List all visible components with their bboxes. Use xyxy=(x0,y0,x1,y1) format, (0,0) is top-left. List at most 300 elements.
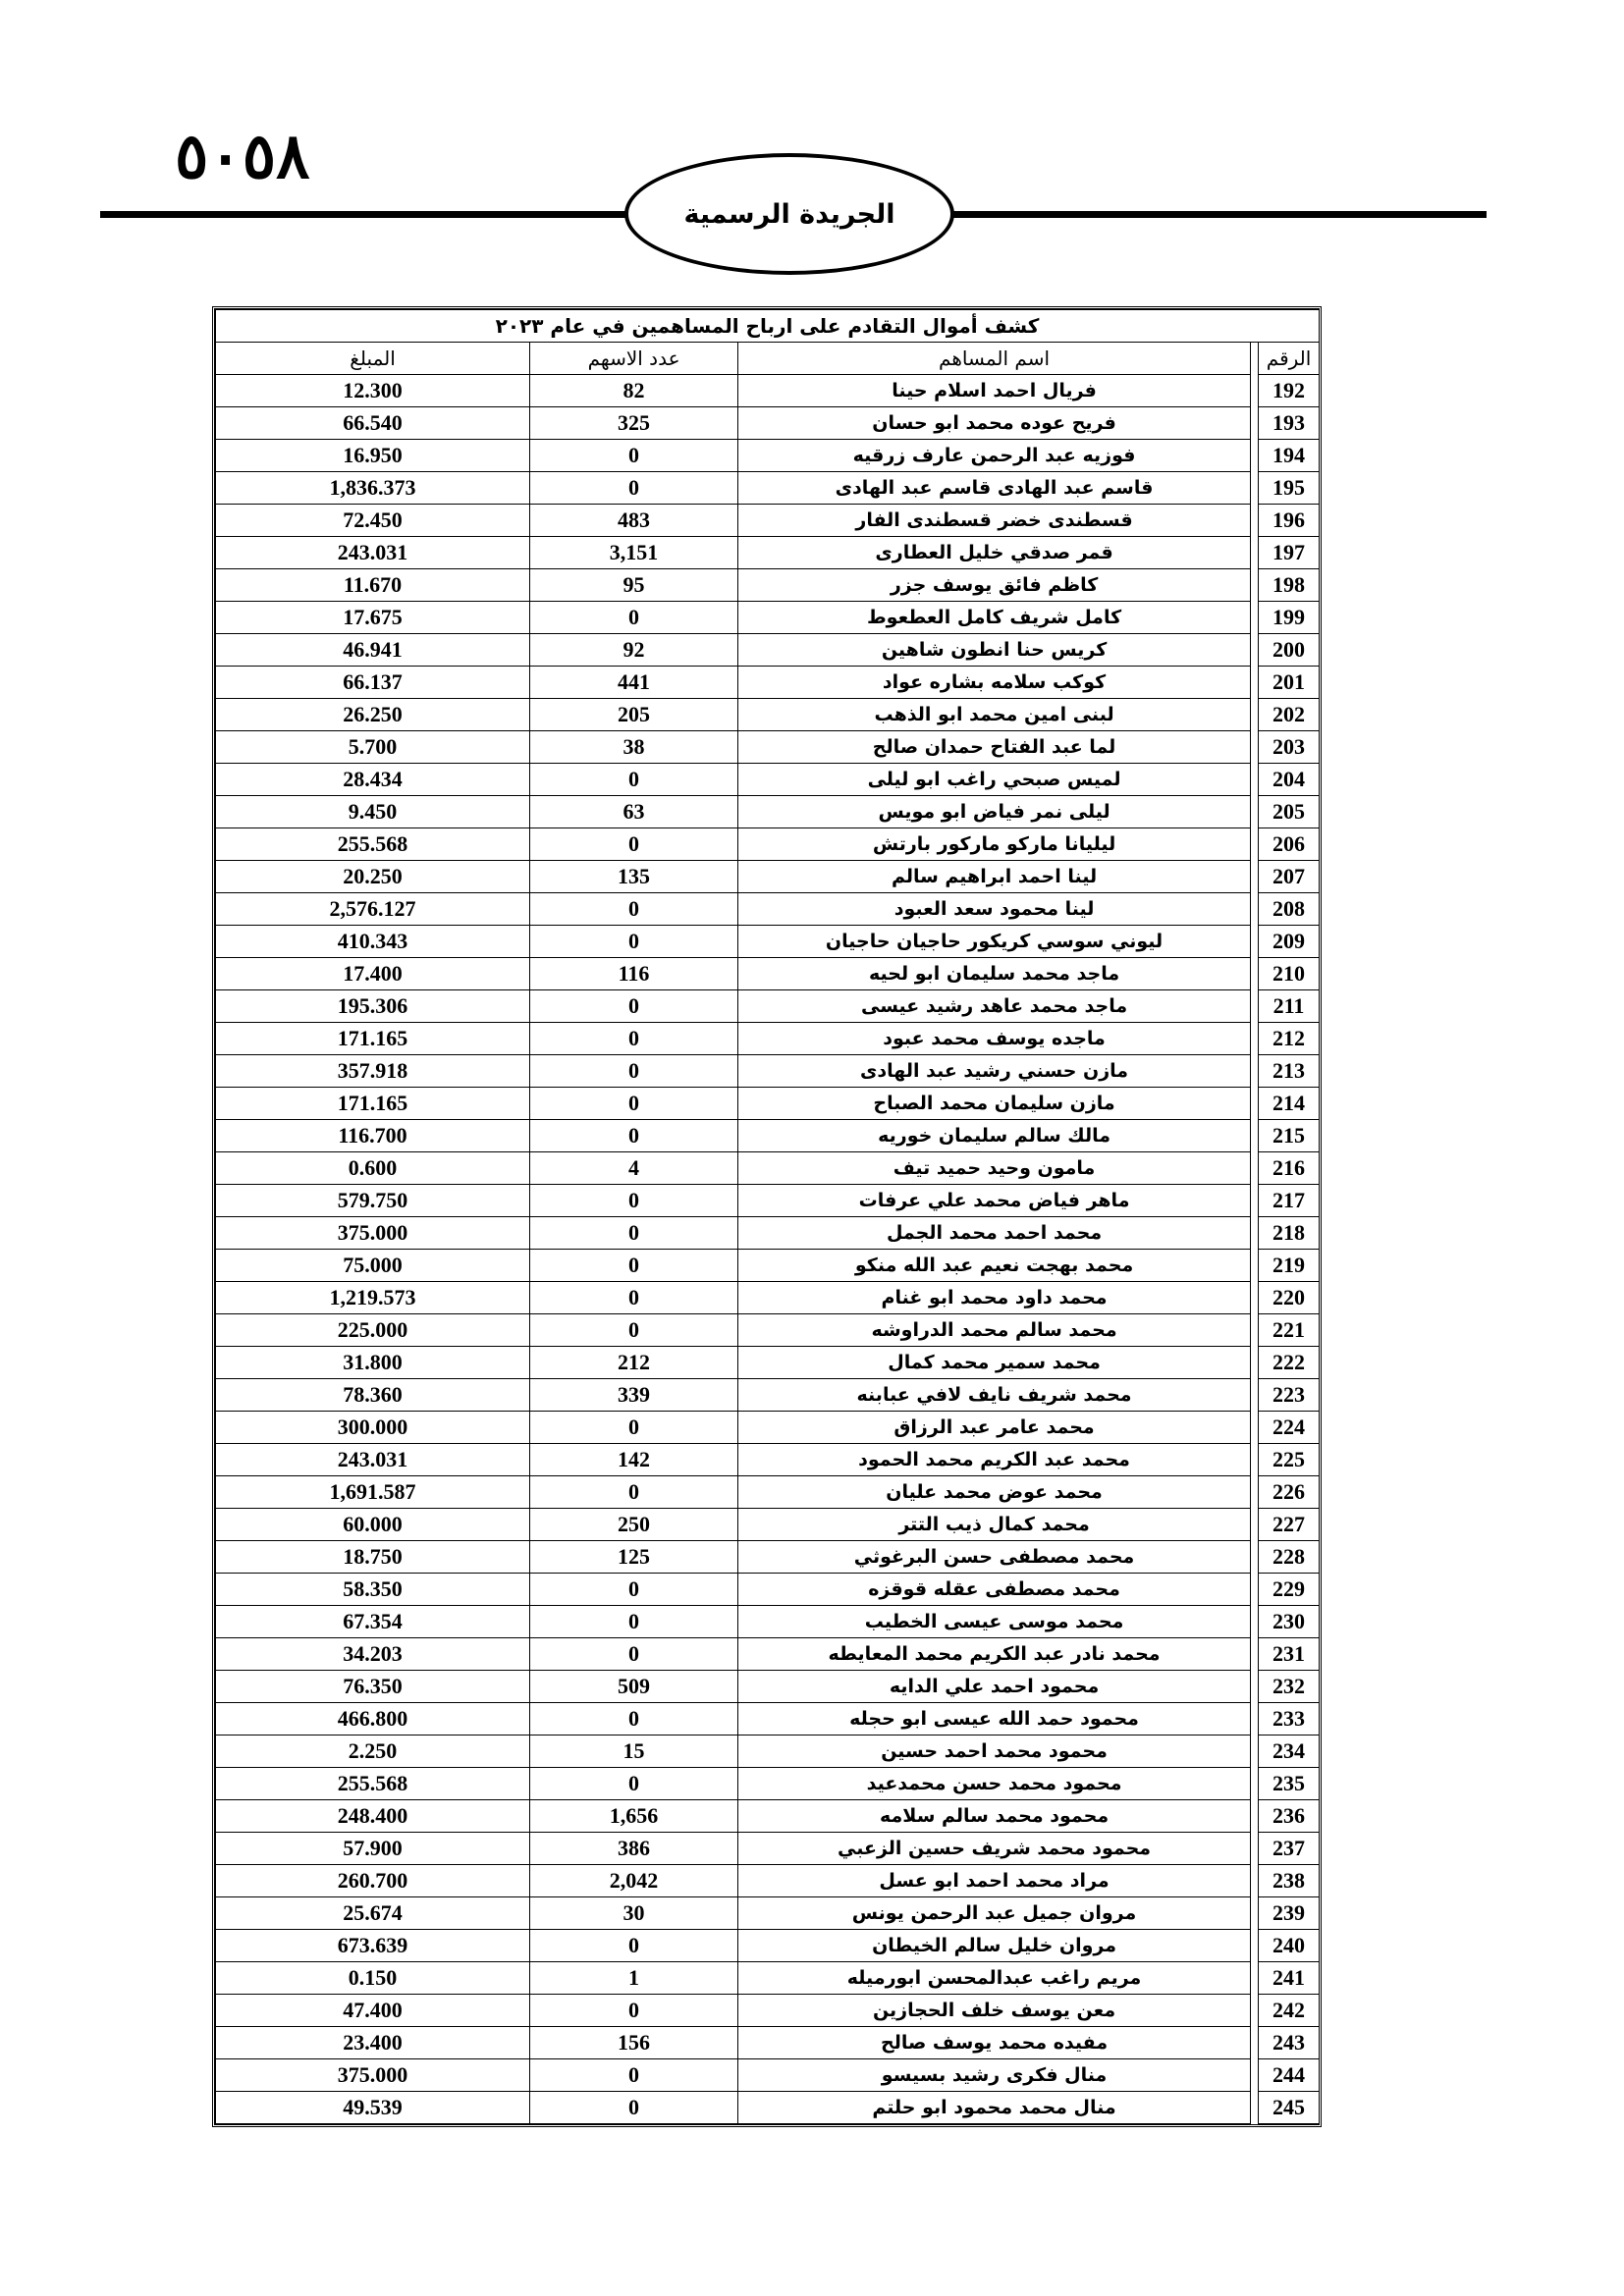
cell-amount: 1,836.373 xyxy=(216,472,530,505)
cell-gap xyxy=(1251,1606,1259,1638)
cell-shares: 250 xyxy=(530,1509,738,1541)
cell-id: 201 xyxy=(1259,667,1320,699)
cell-gap xyxy=(1251,1379,1259,1412)
cell-amount: 18.750 xyxy=(216,1541,530,1574)
cell-amount: 0.150 xyxy=(216,1962,530,1995)
table-row xyxy=(216,1930,1320,1962)
cell-id: 204 xyxy=(1259,764,1320,796)
cell-amount: 49.539 xyxy=(216,2092,530,2124)
table-row xyxy=(216,796,1320,828)
cell-amount: 23.400 xyxy=(216,2027,530,2059)
cell-amount: 116.700 xyxy=(216,1120,530,1152)
cell-id: 232 xyxy=(1259,1671,1320,1703)
cell-id: 198 xyxy=(1259,569,1320,602)
cell-shares: 156 xyxy=(530,2027,738,2059)
cell-id: 197 xyxy=(1259,537,1320,569)
cell-shares: 0 xyxy=(530,926,738,958)
cell-gap xyxy=(1251,2092,1259,2124)
cell-name: كاظم فائق يوسف جزر xyxy=(738,569,1251,602)
cell-gap xyxy=(1251,1185,1259,1217)
cell-id: 229 xyxy=(1259,1574,1320,1606)
cell-amount: 243.031 xyxy=(216,537,530,569)
cell-id: 244 xyxy=(1259,2059,1320,2092)
table-row xyxy=(216,1574,1320,1606)
cell-id: 213 xyxy=(1259,1055,1320,1088)
cell-name: فريال احمد اسلام حينا xyxy=(738,375,1251,407)
column-header-amount: المبلغ xyxy=(216,343,530,375)
cell-amount: 16.950 xyxy=(216,440,530,472)
cell-id: 241 xyxy=(1259,1962,1320,1995)
cell-gap xyxy=(1251,1282,1259,1314)
cell-shares: 63 xyxy=(530,796,738,828)
cell-gap xyxy=(1251,407,1259,440)
cell-id: 235 xyxy=(1259,1768,1320,1800)
cell-name: كريس حنا انطون شاهين xyxy=(738,634,1251,667)
cell-shares: 125 xyxy=(530,1541,738,1574)
table-row xyxy=(216,537,1320,569)
cell-name: محمد مصطفى عقله قوقزه xyxy=(738,1574,1251,1606)
table-row xyxy=(216,634,1320,667)
table-row xyxy=(216,407,1320,440)
cell-id: 205 xyxy=(1259,796,1320,828)
cell-name: محمد مصطفى حسن البرغوثي xyxy=(738,1541,1251,1574)
cell-name: قاسم عبد الهادى قاسم عبد الهادى xyxy=(738,472,1251,505)
cell-id: 210 xyxy=(1259,958,1320,990)
cell-gap xyxy=(1251,1347,1259,1379)
cell-gap xyxy=(1251,1509,1259,1541)
cell-shares: 483 xyxy=(530,505,738,537)
cell-id: 212 xyxy=(1259,1023,1320,1055)
cell-shares: 95 xyxy=(530,569,738,602)
cell-amount: 11.670 xyxy=(216,569,530,602)
cell-gap xyxy=(1251,602,1259,634)
cell-shares: 325 xyxy=(530,407,738,440)
cell-name: محمد داود محمد ابو غنام xyxy=(738,1282,1251,1314)
cell-name: ماجده يوسف محمد عبود xyxy=(738,1023,1251,1055)
table-row xyxy=(216,893,1320,926)
cell-id: 220 xyxy=(1259,1282,1320,1314)
cell-id: 234 xyxy=(1259,1735,1320,1768)
cell-amount: 225.000 xyxy=(216,1314,530,1347)
cell-shares: 0 xyxy=(530,1412,738,1444)
table-row xyxy=(216,440,1320,472)
table-row xyxy=(216,1152,1320,1185)
cell-shares: 441 xyxy=(530,667,738,699)
cell-amount: 58.350 xyxy=(216,1574,530,1606)
cell-amount: 66.540 xyxy=(216,407,530,440)
cell-id: 239 xyxy=(1259,1897,1320,1930)
cell-amount: 410.343 xyxy=(216,926,530,958)
cell-id: 219 xyxy=(1259,1250,1320,1282)
cell-name: محمود محمد احمد حسين xyxy=(738,1735,1251,1768)
cell-name: ليلى نمر فياض ابو مويس xyxy=(738,796,1251,828)
cell-id: 242 xyxy=(1259,1995,1320,2027)
cell-name: كوكب سلامه بشاره عواد xyxy=(738,667,1251,699)
cell-id: 231 xyxy=(1259,1638,1320,1671)
table-row xyxy=(216,764,1320,796)
column-header-id: الرقم xyxy=(1259,343,1320,375)
cell-amount: 60.000 xyxy=(216,1509,530,1541)
cell-shares: 0 xyxy=(530,1703,738,1735)
cell-gap xyxy=(1251,958,1259,990)
cell-shares: 30 xyxy=(530,1897,738,1930)
cell-shares: 15 xyxy=(530,1735,738,1768)
cell-amount: 300.000 xyxy=(216,1412,530,1444)
cell-name: محمد كمال ذيب التتر xyxy=(738,1509,1251,1541)
cell-shares: 0 xyxy=(530,440,738,472)
table-row xyxy=(216,1606,1320,1638)
cell-name: كامل شريف كامل العطعوط xyxy=(738,602,1251,634)
column-header-shares: عدد الاسهم xyxy=(530,343,738,375)
cell-amount: 47.400 xyxy=(216,1995,530,2027)
cell-gap xyxy=(1251,440,1259,472)
cell-amount: 357.918 xyxy=(216,1055,530,1088)
cell-name: محمود محمد سالم سلامه xyxy=(738,1800,1251,1833)
cell-id: 217 xyxy=(1259,1185,1320,1217)
cell-gap xyxy=(1251,1120,1259,1152)
cell-shares: 0 xyxy=(530,1282,738,1314)
cell-name: محمود حمد الله عيسى ابو حجله xyxy=(738,1703,1251,1735)
cell-gap xyxy=(1251,1703,1259,1735)
cell-amount: 76.350 xyxy=(216,1671,530,1703)
cell-gap xyxy=(1251,569,1259,602)
cell-amount: 248.400 xyxy=(216,1800,530,1833)
table-row xyxy=(216,1703,1320,1735)
table-row xyxy=(216,1412,1320,1444)
cell-gap xyxy=(1251,1897,1259,1930)
table-row xyxy=(216,1250,1320,1282)
cell-id: 193 xyxy=(1259,407,1320,440)
table-row xyxy=(216,1897,1320,1930)
cell-name: ماجد محمد سليمان ابو لحيه xyxy=(738,958,1251,990)
cell-amount: 75.000 xyxy=(216,1250,530,1282)
cell-amount: 255.568 xyxy=(216,828,530,861)
cell-id: 222 xyxy=(1259,1347,1320,1379)
cell-gap xyxy=(1251,1671,1259,1703)
cell-amount: 31.800 xyxy=(216,1347,530,1379)
cell-shares: 0 xyxy=(530,1638,738,1671)
table-row xyxy=(216,602,1320,634)
cell-gap xyxy=(1251,1250,1259,1282)
table-row xyxy=(216,1833,1320,1865)
table-row xyxy=(216,1185,1320,1217)
table-title-row xyxy=(216,310,1320,343)
table-row xyxy=(216,958,1320,990)
cell-id: 238 xyxy=(1259,1865,1320,1897)
cell-id: 214 xyxy=(1259,1088,1320,1120)
cell-shares: 0 xyxy=(530,1768,738,1800)
cell-id: 196 xyxy=(1259,505,1320,537)
cell-amount: 72.450 xyxy=(216,505,530,537)
gazette-title-oval xyxy=(624,153,954,275)
cell-name: مالك سالم سليمان خوريه xyxy=(738,1120,1251,1152)
cell-shares: 0 xyxy=(530,764,738,796)
cell-shares: 0 xyxy=(530,1055,738,1088)
cell-shares: 0 xyxy=(530,1314,738,1347)
table-row xyxy=(216,1314,1320,1347)
cell-name: مامون وحيد حميد تيف xyxy=(738,1152,1251,1185)
cell-name: منال فكرى رشيد بسيسو xyxy=(738,2059,1251,2092)
cell-gap xyxy=(1251,1023,1259,1055)
table-row xyxy=(216,699,1320,731)
cell-gap xyxy=(1251,1995,1259,2027)
cell-amount: 78.360 xyxy=(216,1379,530,1412)
cell-id: 236 xyxy=(1259,1800,1320,1833)
cell-id: 194 xyxy=(1259,440,1320,472)
cell-name: محمود احمد علي الدايه xyxy=(738,1671,1251,1703)
cell-name: محمد بهجت نعيم عبد الله منكو xyxy=(738,1250,1251,1282)
cell-id: 192 xyxy=(1259,375,1320,407)
cell-shares: 0 xyxy=(530,1185,738,1217)
table-row xyxy=(216,1800,1320,1833)
cell-name: لينا محمود سعد العبود xyxy=(738,893,1251,926)
table-row xyxy=(216,1671,1320,1703)
cell-id: 208 xyxy=(1259,893,1320,926)
cell-gap xyxy=(1251,1088,1259,1120)
cell-shares: 339 xyxy=(530,1379,738,1412)
cell-gap xyxy=(1251,2059,1259,2092)
table-row xyxy=(216,2092,1320,2124)
cell-gap xyxy=(1251,1152,1259,1185)
table-row xyxy=(216,1055,1320,1088)
cell-gap xyxy=(1251,764,1259,796)
cell-name: محمد عبد الكريم محمد الحمود xyxy=(738,1444,1251,1476)
cell-id: 233 xyxy=(1259,1703,1320,1735)
cell-gap xyxy=(1251,861,1259,893)
table-row xyxy=(216,1088,1320,1120)
cell-shares: 1 xyxy=(530,1962,738,1995)
cell-name: مروان جميل عبد الرحمن يونس xyxy=(738,1897,1251,1930)
cell-shares: 212 xyxy=(530,1347,738,1379)
table-title: كشف أموال التقادم على ارباح المساهمين في عام ٢٠٢٣ xyxy=(216,310,1320,343)
cell-gap xyxy=(1251,926,1259,958)
table-row xyxy=(216,828,1320,861)
cell-shares: 0 xyxy=(530,1930,738,1962)
cell-name: محمد عامر عبد الرزاق xyxy=(738,1412,1251,1444)
cell-amount: 195.306 xyxy=(216,990,530,1023)
cell-gap xyxy=(1251,1412,1259,1444)
table-row xyxy=(216,1995,1320,2027)
cell-shares: 38 xyxy=(530,731,738,764)
cell-gap xyxy=(1251,1476,1259,1509)
cell-id: 230 xyxy=(1259,1606,1320,1638)
cell-name: محمد سمير محمد كمال xyxy=(738,1347,1251,1379)
cell-amount: 260.700 xyxy=(216,1865,530,1897)
table-row xyxy=(216,1379,1320,1412)
table-row xyxy=(216,1120,1320,1152)
cell-gap xyxy=(1251,1735,1259,1768)
table-row xyxy=(216,505,1320,537)
cell-id: 209 xyxy=(1259,926,1320,958)
cell-name: مراد محمد احمد ابو عسل xyxy=(738,1865,1251,1897)
cell-name: قسطندى خضر قسطندى الفار xyxy=(738,505,1251,537)
table-row xyxy=(216,2027,1320,2059)
cell-gap xyxy=(1251,731,1259,764)
cell-shares: 92 xyxy=(530,634,738,667)
page-number: ٥٠٥٨ xyxy=(175,120,310,193)
cell-amount: 171.165 xyxy=(216,1023,530,1055)
cell-shares: 509 xyxy=(530,1671,738,1703)
cell-amount: 171.165 xyxy=(216,1088,530,1120)
cell-name: لما عبد الفتاح حمدان صالح xyxy=(738,731,1251,764)
column-header-name: اسم المساهم xyxy=(738,343,1251,375)
cell-shares: 0 xyxy=(530,893,738,926)
cell-id: 223 xyxy=(1259,1379,1320,1412)
cell-name: محمد عوض محمد عليان xyxy=(738,1476,1251,1509)
cell-gap xyxy=(1251,667,1259,699)
shareholders-table xyxy=(215,309,1320,2124)
cell-amount: 579.750 xyxy=(216,1185,530,1217)
cell-shares: 0 xyxy=(530,1476,738,1509)
cell-gap xyxy=(1251,1638,1259,1671)
cell-gap xyxy=(1251,796,1259,828)
table-row xyxy=(216,667,1320,699)
cell-id: 224 xyxy=(1259,1412,1320,1444)
table-row xyxy=(216,1638,1320,1671)
cell-gap xyxy=(1251,375,1259,407)
cell-shares: 0 xyxy=(530,1995,738,2027)
table-header-row xyxy=(216,343,1320,375)
cell-amount: 26.250 xyxy=(216,699,530,731)
cell-shares: 1,656 xyxy=(530,1800,738,1833)
cell-amount: 66.137 xyxy=(216,667,530,699)
cell-shares: 0 xyxy=(530,990,738,1023)
cell-shares: 142 xyxy=(530,1444,738,1476)
cell-gap xyxy=(1251,537,1259,569)
cell-gap xyxy=(1251,1962,1259,1995)
cell-shares: 0 xyxy=(530,1120,738,1152)
cell-name: ليوني سوسي كريكور حاجيان حاجيان xyxy=(738,926,1251,958)
cell-id: 195 xyxy=(1259,472,1320,505)
cell-shares: 0 xyxy=(530,1023,738,1055)
table-row xyxy=(216,472,1320,505)
cell-amount: 243.031 xyxy=(216,1444,530,1476)
table-body xyxy=(216,375,1320,2124)
table-row xyxy=(216,1735,1320,1768)
cell-name: ماهر فياض محمد علي عرفات xyxy=(738,1185,1251,1217)
cell-shares: 0 xyxy=(530,828,738,861)
cell-shares: 0 xyxy=(530,1088,738,1120)
cell-gap xyxy=(1251,1930,1259,1962)
cell-name: محمود محمد حسن محمدعيد xyxy=(738,1768,1251,1800)
cell-gap xyxy=(1251,634,1259,667)
cell-shares: 386 xyxy=(530,1833,738,1865)
cell-name: مروان خليل سالم الخيطان xyxy=(738,1930,1251,1962)
cell-id: 215 xyxy=(1259,1120,1320,1152)
cell-amount: 25.674 xyxy=(216,1897,530,1930)
cell-gap xyxy=(1251,2027,1259,2059)
cell-gap xyxy=(1251,828,1259,861)
cell-gap xyxy=(1251,699,1259,731)
table-row xyxy=(216,990,1320,1023)
cell-id: 240 xyxy=(1259,1930,1320,1962)
column-gap xyxy=(1251,343,1259,375)
cell-gap xyxy=(1251,1833,1259,1865)
cell-name: محمود محمد شريف حسين الزعبي xyxy=(738,1833,1251,1865)
cell-id: 200 xyxy=(1259,634,1320,667)
cell-amount: 17.675 xyxy=(216,602,530,634)
table-row xyxy=(216,861,1320,893)
cell-gap xyxy=(1251,472,1259,505)
cell-id: 211 xyxy=(1259,990,1320,1023)
cell-shares: 116 xyxy=(530,958,738,990)
table-row xyxy=(216,1509,1320,1541)
cell-gap xyxy=(1251,1444,1259,1476)
cell-amount: 375.000 xyxy=(216,1217,530,1250)
cell-name: مريم راغب عبدالمحسن ابورميله xyxy=(738,1962,1251,1995)
cell-name: محمد نادر عبد الكريم محمد المعايطه xyxy=(738,1638,1251,1671)
cell-amount: 28.434 xyxy=(216,764,530,796)
cell-amount: 466.800 xyxy=(216,1703,530,1735)
cell-amount: 12.300 xyxy=(216,375,530,407)
cell-id: 226 xyxy=(1259,1476,1320,1509)
cell-gap xyxy=(1251,1574,1259,1606)
cell-amount: 0.600 xyxy=(216,1152,530,1185)
cell-id: 218 xyxy=(1259,1217,1320,1250)
cell-amount: 46.941 xyxy=(216,634,530,667)
cell-id: 245 xyxy=(1259,2092,1320,2124)
cell-amount: 1,691.587 xyxy=(216,1476,530,1509)
cell-amount: 2.250 xyxy=(216,1735,530,1768)
cell-gap xyxy=(1251,1217,1259,1250)
table-row xyxy=(216,2059,1320,2092)
cell-gap xyxy=(1251,1314,1259,1347)
cell-name: ماجد محمد عاهد رشيد عيسى xyxy=(738,990,1251,1023)
cell-name: معن يوسف خلف الحجازين xyxy=(738,1995,1251,2027)
table-row xyxy=(216,1347,1320,1379)
cell-shares: 0 xyxy=(530,1250,738,1282)
cell-amount: 17.400 xyxy=(216,958,530,990)
table-row xyxy=(216,1865,1320,1897)
cell-id: 227 xyxy=(1259,1509,1320,1541)
cell-name: ليليانا ماركو ماركور بارتش xyxy=(738,828,1251,861)
cell-shares: 0 xyxy=(530,1217,738,1250)
cell-amount: 67.354 xyxy=(216,1606,530,1638)
cell-shares: 3,151 xyxy=(530,537,738,569)
cell-id: 216 xyxy=(1259,1152,1320,1185)
cell-amount: 9.450 xyxy=(216,796,530,828)
cell-shares: 135 xyxy=(530,861,738,893)
cell-gap xyxy=(1251,1865,1259,1897)
cell-shares: 0 xyxy=(530,2092,738,2124)
cell-id: 207 xyxy=(1259,861,1320,893)
cell-shares: 82 xyxy=(530,375,738,407)
cell-amount: 34.203 xyxy=(216,1638,530,1671)
cell-name: قمر صدقي خليل العطارى xyxy=(738,537,1251,569)
cell-name: مفيده محمد يوسف صالح xyxy=(738,2027,1251,2059)
table-row xyxy=(216,926,1320,958)
table-row xyxy=(216,731,1320,764)
table-row xyxy=(216,1476,1320,1509)
cell-amount: 5.700 xyxy=(216,731,530,764)
cell-gap xyxy=(1251,505,1259,537)
cell-shares: 4 xyxy=(530,1152,738,1185)
cell-gap xyxy=(1251,1541,1259,1574)
table-row xyxy=(216,1768,1320,1800)
table-row xyxy=(216,1217,1320,1250)
cell-shares: 0 xyxy=(530,472,738,505)
cell-name: لميس صبحي راغب ابو ليلى xyxy=(738,764,1251,796)
cell-amount: 673.639 xyxy=(216,1930,530,1962)
cell-id: 221 xyxy=(1259,1314,1320,1347)
cell-name: محمد سالم محمد الدراوشه xyxy=(738,1314,1251,1347)
cell-amount: 2,576.127 xyxy=(216,893,530,926)
cell-name: مازن سليمان محمد الصباح xyxy=(738,1088,1251,1120)
cell-amount: 375.000 xyxy=(216,2059,530,2092)
cell-amount: 57.900 xyxy=(216,1833,530,1865)
cell-amount: 255.568 xyxy=(216,1768,530,1800)
cell-id: 237 xyxy=(1259,1833,1320,1865)
